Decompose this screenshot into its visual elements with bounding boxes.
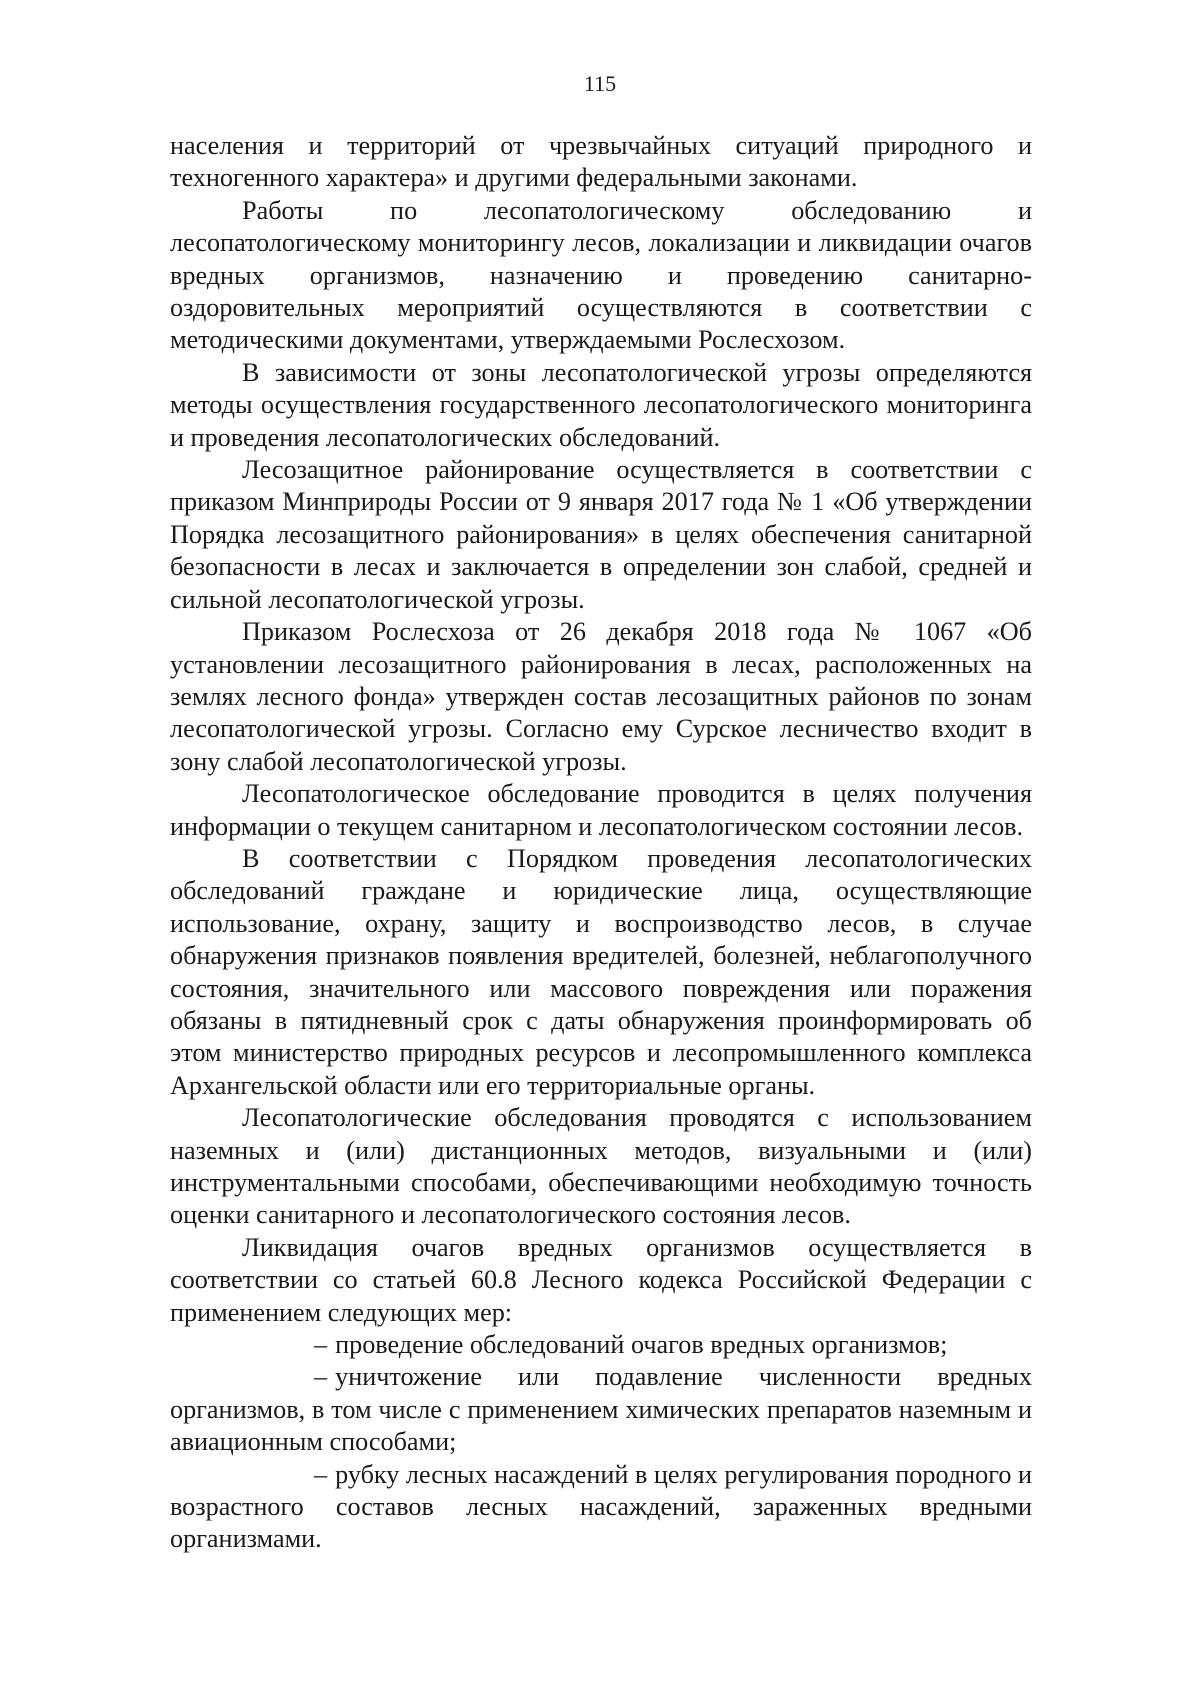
paragraph: Ликвидация очагов вредных организмов осуществляется в соответствии со статьей 60.8 Лесного кодекса Российской Федерации с применением следующих мер:: [170, 1232, 1032, 1327]
paragraph-continuation: населения и территорий от чрезвычайных ситуаций природного и техногенного характера» и другими федеральными законами.: [170, 131, 1032, 193]
list-dash: –: [314, 1459, 328, 1489]
list-item: [170, 1459, 1032, 1556]
list-item-text: проведение обследований очагов вредных организмов;: [335, 1330, 948, 1360]
paragraph: Приказом Рослесхоза от 26 декабря 2018 года № 1067 «Об установлении лесозащитного районирования в лесах, расположенных на землях лесного фонда» утвержден состав лесозащитных районов по зонам лесопатологической угрозы. Согласно ему Сурское лесничество входит в зону слабой лесопатологической угрозы.: [170, 617, 1032, 776]
paragraph: Лесопатологические обследования проводятся с использованием наземных и (или) дистанционных методов, визуальными и (или) инструментальными способами, обеспечивающими необходимую точность оценки санитарного и лесопатологического состояния лесов.: [170, 1103, 1032, 1230]
list-dash: –: [314, 1330, 328, 1360]
page-number: 115: [583, 71, 617, 96]
paragraph: Работы по лесопатологическому обследованию и лесопатологическому мониторингу лесов, локализации и ликвидации очагов вредных организмов, назначению и проведению санитарно-оздоровительных мероприятий осуществляются в соответствии с методическими документами, утверждаемыми Рослесхозом.: [170, 195, 1032, 355]
paragraph: В соответствии с Порядком проведения лесопатологических обследований граждане и юридические лица, осуществляющие использование, охрану, защиту и воспроизводство лесов, в случае обнаружения признаков появления вредителей, болезней, неблагополучного состояния, значительного или массового повреждения или поражения обязаны в пятидневный срок с даты обнаружения проинформировать об этом министерство природных ресурсов и лесопромышленного комплекса Архангельской области или его территориальные органы.: [170, 843, 1032, 1100]
list-item-text: рубку лесных насаждений в целях регулирования породного и возрастного составов лесных насаждений, зараженных вредными организмами.: [170, 1459, 1032, 1554]
paragraph: Лесопатологическое обследование проводится в целях получения информации о текущем санитарном и лесопатологическом состоянии лесов.: [170, 779, 1032, 841]
list-item: [170, 1361, 1032, 1458]
list-dash: –: [314, 1362, 328, 1392]
paragraph: В зависимости от зоны лесопатологической угрозы определяются методы осуществления государственного лесопатологического мониторинга и проведения лесопатологических обследований.: [170, 357, 1032, 452]
paragraph: Лесозащитное районирование осуществляется в соответствии с приказом Минприроды России от 9 января 2017 года № 1 «Об утверждении Порядка лесозащитного районирования» в целях обеспечения санитарной безопасности в лесах и заключается в определении зон слабой, средней и сильной лесопатологической угрозы.: [170, 455, 1032, 614]
document-body: [170, 130, 1032, 1556]
list-item: [170, 1329, 1032, 1361]
list-item-text: уничтожение или подавление численности вредных организмов, в том числе с применением химических препаратов наземным и авиационным способами;: [170, 1362, 1032, 1457]
